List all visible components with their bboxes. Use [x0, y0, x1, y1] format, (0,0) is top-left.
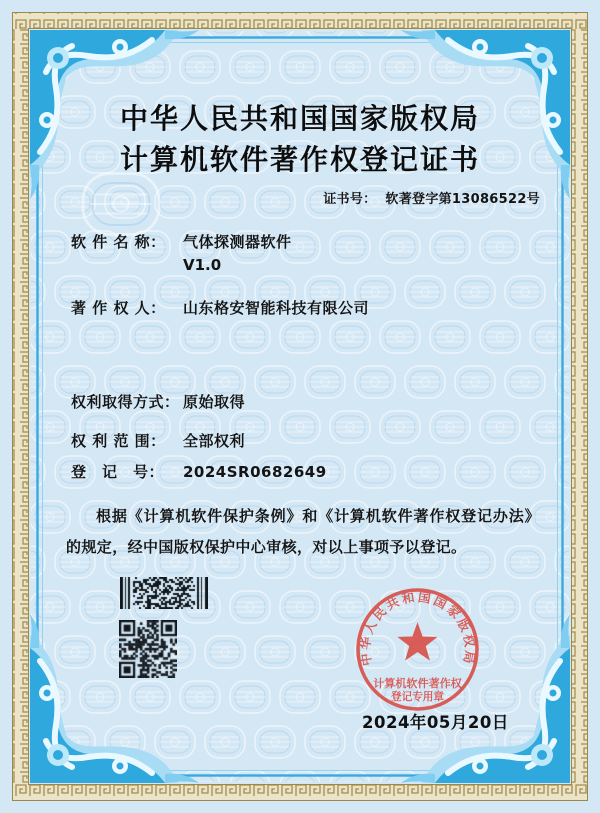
certificate-number	[323, 188, 540, 207]
rights-scope-value: 全部权利	[183, 432, 246, 450]
field-software-name	[71, 231, 292, 252]
field-acquisition-method	[71, 391, 245, 412]
issue-date: 2024年05月20日	[362, 713, 509, 732]
software-name-value: 气体探测器软件	[183, 233, 292, 251]
barcode	[120, 577, 208, 609]
acquisition-method-value: 原始取得	[183, 393, 246, 411]
qr-code	[119, 620, 177, 678]
field-registration-number	[71, 461, 327, 482]
seal-star-icon	[397, 622, 437, 660]
software-version: V1.0	[183, 256, 222, 274]
seal-line2: 登记专用章	[391, 690, 444, 703]
copyright-owner-value: 山东格安智能科技有限公司	[183, 299, 370, 317]
field-copyright-owner	[71, 297, 369, 318]
registration-statement: 根据《计算机软件保护条例》和《计算机软件著作权登记办法》的规定，经中国版权保护中心审核，对以上事项予以登记。	[66, 507, 540, 556]
field-rights-scope	[71, 430, 245, 451]
certificate-number-value: 软著登字第13086522号	[385, 192, 540, 207]
copyright-owner-label: 著 作 权 人：	[71, 299, 166, 317]
software-name-label: 软 件 名 称：	[71, 233, 166, 251]
rights-scope-label: 权 利 范 围：	[71, 432, 166, 450]
acquisition-method-label: 权利取得方式：	[71, 393, 180, 411]
certificate-title: 计算机软件著作权登记证书	[119, 143, 480, 176]
official-seal	[353, 585, 482, 714]
seal-ring-text: 中华人民共和国国家版权局	[357, 589, 478, 668]
registration-number-value: 2024SR0682649	[183, 463, 327, 481]
issuer-title: 中华人民共和国国家版权局	[119, 102, 480, 135]
registration-number-label: 登 记 号：	[71, 463, 165, 481]
seal-line1: 计算机软件著作权	[373, 676, 462, 690]
certificate-number-label: 证书号：	[323, 192, 377, 207]
